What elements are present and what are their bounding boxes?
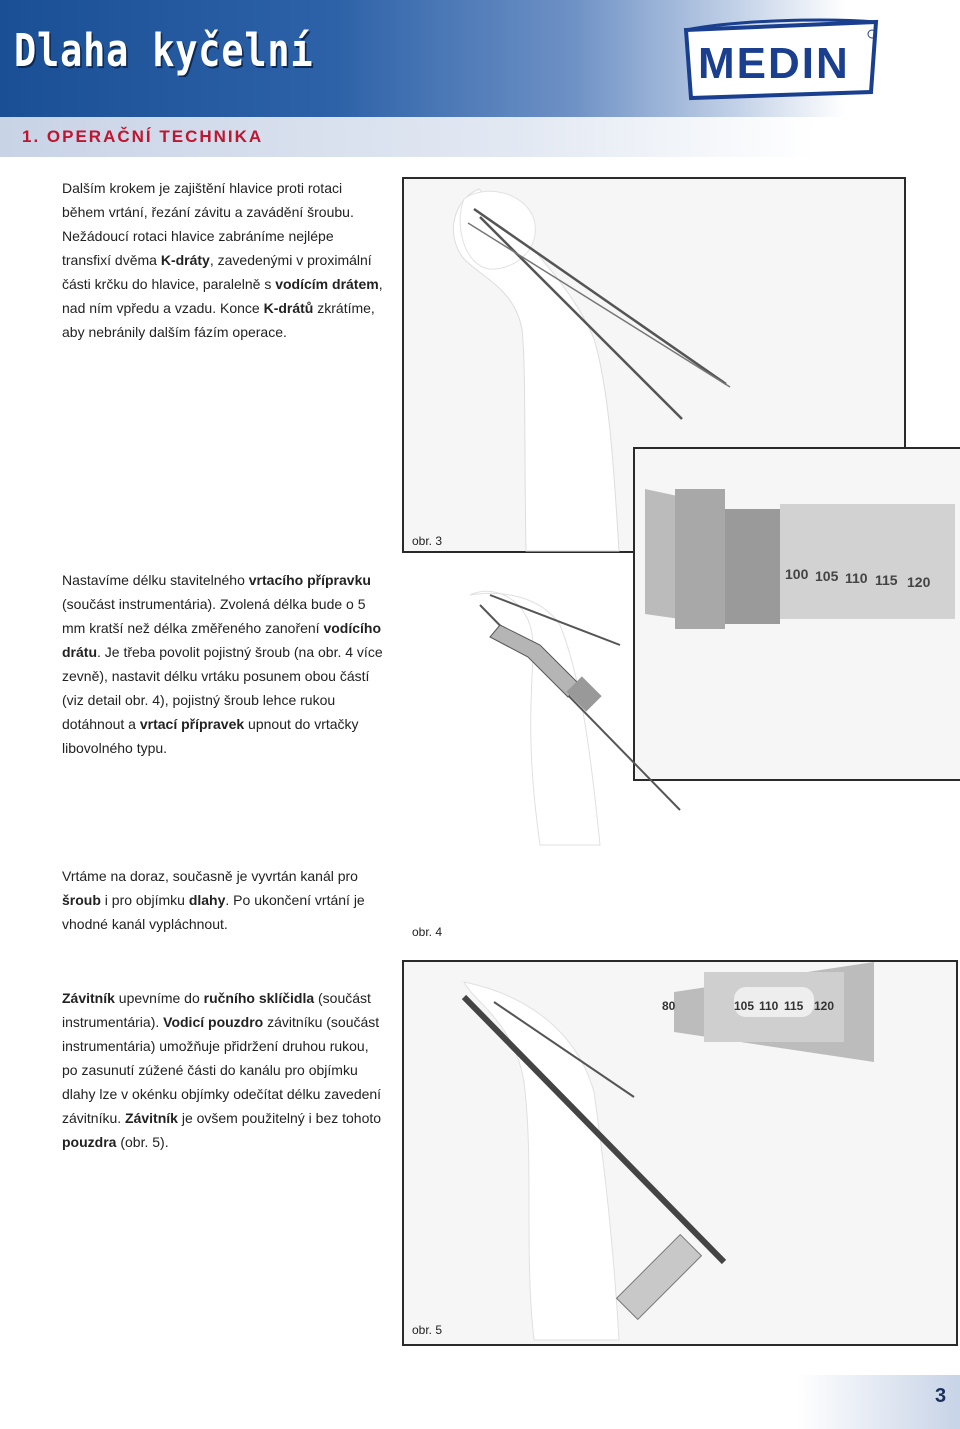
paragraph-drill-setup: Nastavíme délku stavitelného vrtacího přípravku (součást instrumentária). Zvolená délka bude o 5 mm kratší než délka změřeného zanoření vodícího drátu. Je třeba povolit pojistný šroub (na obr. 4 více zevně), nastavit délku vrtáku posunem obou částí (viz detail obr. 4), pojistný šroub lehce rukou dotáhnout a vrtací přípravek upnout do vrtačky libovolného typu. [62,572,383,756]
page-number: 3 [935,1385,947,1407]
svg-text:MEDIN: MEDIN [698,39,850,88]
figure-3-caption: obr. 3 [412,534,443,548]
figure-4-caption: obr. 4 [412,925,443,939]
figure-5-caption: obr. 5 [412,1323,443,1337]
tap-scale-110: 110 [759,999,779,1013]
scale-label-110: 110 [845,570,868,586]
tap-scale-105: 105 [734,999,755,1013]
page-title: Dlaha kyčelní [14,24,314,77]
paragraph-drilling: Vrtáme na doraz, současně je vyvrtán kanál pro šroub i pro objímku dlahy. Po ukončení vrtání je vhodné kanál vypláchnout. [62,868,365,932]
tap-scale-80: 80 [662,999,676,1013]
paragraph-tapping: Závitník upevníme do ručního sklíčidla (součást instrumentária). Vodicí pouzdro závitníku (součást instrumentária) umožňuje přidržení druhou rukou, po zasunutí zúžené části do kanálu pro objímku dlahy lze v okénku objímky odečítat délku zavedení závitníku. Závitník je ovšem použitelný i bez tohoto pouzdra (obr. 5). [62,990,382,1150]
medin-logo [676,12,886,107]
tap-scale-115: 115 [784,999,804,1013]
figure-5-tap-handle [404,962,952,1340]
figure-4-drill-jig [460,585,700,845]
section-title: 1. OPERAČNÍ TECHNIKA [22,127,264,146]
scale-label-105: 105 [815,568,839,584]
tap-scale-120: 120 [814,999,835,1013]
scale-label-100: 100 [785,566,809,582]
paragraph-k-wires: Dalším krokem je zajištění hlavice proti rotaci během vrtání, řezání závitu a zavádění šroubu. Nežádoucí rotaci hlavice zabráníme nejlépe transfixí dvěma K-dráty, zavedenými v proximální části krčku do hlavice, paralelně s vodícím drátem, nad ním vpředu a vzadu. Konce K-drátů zkrátíme, aby nebránily dalším fázím operace. [62,180,383,340]
scale-label-120: 120 [907,574,931,590]
scale-label-115: 115 [875,572,898,588]
